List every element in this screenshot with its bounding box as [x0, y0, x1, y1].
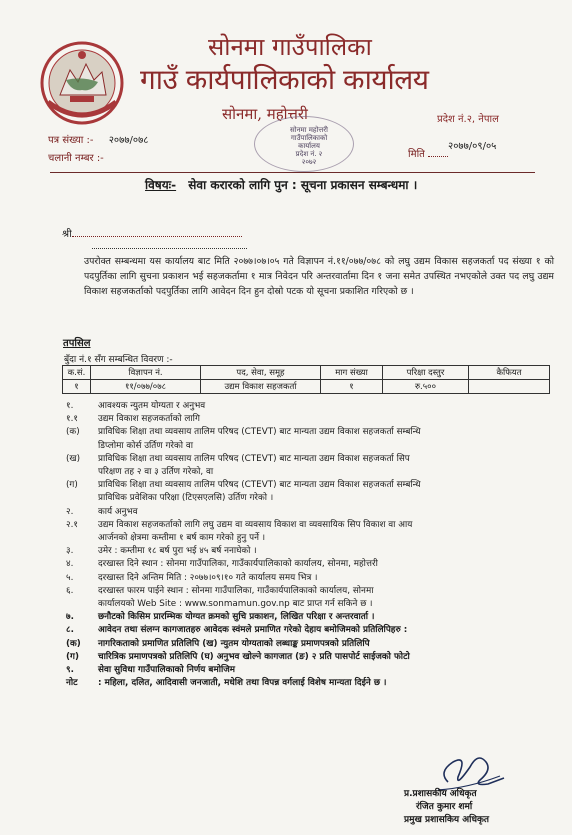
item-text: दरखास्त दिने अन्तिम मिति : २०७७।०९।१० गते कार्यालय समय भित्र । — [98, 572, 318, 583]
signatory-name: रंजित कुमार शर्मा — [416, 802, 473, 812]
vacancy-table-header — [63, 366, 550, 380]
item-number: ४. — [66, 559, 74, 570]
subject-text: सेवा करारको लागि पुन : सूचना प्रकासन सम्बन्धमा । — [188, 178, 418, 192]
col-header: माग संख्या — [321, 366, 383, 380]
table-cell — [469, 380, 550, 394]
patra-label: पत्र संख्या :- — [48, 135, 94, 146]
item-number: नोट — [66, 678, 78, 689]
list-item — [60, 440, 552, 453]
item-text: दरखास्त फारम पाईने स्थान : सोनमा गाउँपालिका, गाउँकार्यपालिकाको कार्यालय, सोनमा — [98, 585, 374, 596]
item-number — [60, 466, 98, 479]
list-item — [60, 479, 552, 492]
list-item — [60, 585, 552, 598]
item-number: (क) — [66, 427, 80, 438]
chalani-number — [48, 150, 104, 164]
date-value-wrap — [448, 138, 496, 152]
tapsil-heading: तपसिल — [63, 338, 91, 349]
list-item — [60, 598, 552, 611]
item-number: २.१ — [66, 519, 78, 530]
list-item — [60, 572, 552, 585]
addressee-line-2 — [92, 248, 247, 249]
list-item — [60, 664, 552, 677]
chalani-label: चलानी नम्बर :- — [48, 153, 104, 164]
item-text: प्राविधिक शिक्षा तथा व्यवसाय तालिम परिषद (CTEVT) बाट मान्यता उद्यम विकाश सहजकर्ता सम्बन्धि — [98, 427, 421, 438]
table-cell: १ — [321, 380, 383, 394]
item-number: १. — [66, 401, 74, 411]
item-text: दरखास्त दिने स्थान : सोनमा गाउँपालिका, गाउँकार्यपालिकाको कार्यालय, सोनमा, महोत्तरी — [98, 559, 378, 570]
list-item — [60, 453, 552, 466]
list-item — [60, 492, 552, 505]
patra-sankhya — [48, 132, 149, 146]
signatory-designation: प्रमुख प्रशासकिय अधिकृत — [404, 815, 490, 825]
item-number: (ग) — [66, 480, 78, 491]
col-header: कैफियत — [469, 366, 550, 380]
addressee — [62, 226, 242, 240]
header-divider — [50, 172, 535, 173]
col-header: पद, सेवा, समूह — [201, 366, 321, 380]
item-number: १.१ — [66, 414, 78, 425]
list-item — [60, 426, 552, 439]
item-text: सेवा सुविधा गाउँपालिकाको निर्णय बमोजिम — [98, 665, 236, 676]
list-item — [60, 611, 552, 624]
requirements-list — [60, 400, 552, 690]
list-item — [60, 638, 552, 651]
item-number — [60, 492, 98, 505]
item-number — [60, 532, 98, 545]
list-item — [60, 558, 552, 571]
addressee-label: श्री — [62, 229, 72, 240]
vacancy-table — [62, 365, 550, 394]
item-text: कार्यालयको Web Site : www.sonmamun.gov.np बाट प्राप्त गर्न सकिने छ । — [98, 599, 373, 610]
item-number: ५. — [66, 572, 74, 583]
list-item — [60, 624, 552, 637]
letterhead-location: सोनमा, महोत्तरी — [222, 105, 308, 123]
item-number: २. — [66, 506, 74, 517]
table-row — [63, 380, 550, 394]
item-text: आवेदन तथा संलग्न कागजातहरु आवेदक स्वंमले प्रमाणित गरेको देहाय बमोजिमको प्रतिलिपिहरु : — [98, 625, 408, 636]
table-caption: बुँदा नं.१ सँग सम्बन्धित विवरण :- — [64, 355, 173, 365]
item-number: (ख) — [66, 453, 81, 464]
item-text: परिक्षण तह २ वा ३ उर्तिण गरेको, वा — [98, 467, 214, 478]
item-text: आवश्यक न्युतम योग्यता र अनुभव — [98, 401, 206, 411]
letterhead-office-name: गाउँ कार्यपालिकाको कार्यालय — [140, 63, 429, 96]
list-item — [60, 677, 552, 690]
table-cell: १ — [63, 380, 91, 394]
item-text: : महिला, दलित, आदिवासी जनजाती, मधेशि तथा विपन्न वर्गलाई विशेष मान्यता दिईने छ । — [98, 678, 387, 689]
subject-line — [145, 176, 417, 193]
list-item — [60, 466, 552, 479]
date-value: २०७७/०९/०५ — [448, 141, 497, 152]
item-text: प्राविधिक शिक्षा तथा व्यवसाय तालिम परिषद (CTEVT) बाट मान्यता उद्यम विकाश सहजकर्ता सम्बन्धि — [98, 480, 421, 491]
item-number: ९. — [66, 665, 74, 676]
item-text: आर्जनको क्षेत्रमा कम्तीमा १ बर्ष काम गरेको हुनु पर्ने । — [98, 533, 266, 544]
body-paragraph: उपरोक्त सम्बन्धमा यस कार्यालय बाट मिति २०७७।०७।०५ गते विज्ञापन नं.११/०७७/०७८ को लघु उद्यम विकास सहजकर्ता पद संख्या १ को पदपुर्तिका लागि सुचना प्रकाशन भई सहजकर्तामा १ मात्र निवेदन परि अन्तरवार्तामा दिन १ जना समेत उपस्थित नभएकोले उक्त पद लघु उद्यम विकाश सहजकर्ताको पदपुर्तिका लागि आवेदन दिन हुन दोस्रो पटक यो सूचना प्रकाशित गरिएको छ । — [84, 256, 554, 297]
list-item — [60, 532, 552, 545]
table-cell: रु.५०० — [383, 380, 469, 394]
item-number: ७. — [66, 612, 74, 623]
col-header: विज्ञापन नं. — [91, 366, 201, 380]
table-cell: उद्यम विकाश सहजकर्ता — [201, 380, 321, 394]
list-item — [60, 545, 552, 558]
list-item — [60, 413, 552, 426]
item-text: नागरिकताको प्रमाणित प्रतिलिपि (ख) न्युतम योग्यताको लब्धाङ्क प्रमाणपत्रको प्रतिलिपि — [98, 638, 370, 649]
list-item — [60, 506, 552, 519]
item-text: उद्यम विकाश सहजकर्ताको लागि लघु उद्यम वा व्यवसाय विकाश वा व्यवसायिक सिप विकाश वा आय — [98, 519, 413, 530]
office-stamp-text: सोनमा महोत्तरी गाउँपालिकाको कार्यालय प्रदेश नं. २ २०७२ — [290, 126, 328, 166]
col-header: परिक्षा दस्तुर — [383, 366, 469, 380]
item-text: उद्यम विकाश सहजकर्ताको लागि — [98, 414, 200, 425]
list-item — [60, 400, 552, 413]
subject-label: विषयः- — [145, 178, 177, 192]
date-field — [408, 146, 448, 160]
item-number: ८. — [66, 625, 74, 636]
col-header: क.सं. — [63, 366, 91, 380]
item-number — [60, 440, 98, 453]
item-text: चारित्रिक प्रमाणपत्रको प्रतिलिपि (घ) अनुभव खोल्ने कागजात (ङ) २ प्रति पासपोर्ट साईजको फोटो — [98, 651, 410, 662]
item-number: ६. — [66, 585, 74, 596]
item-text: कार्य अनुभव — [98, 506, 138, 517]
item-number — [60, 598, 98, 611]
patra-value: २०७७/०७८ — [108, 135, 149, 146]
item-text: छनौटको किसिम प्रारम्भिक योग्यत क्रमको सुचि प्रकाशन, लिखित परिक्षा र अन्तरवार्ता । — [98, 612, 375, 623]
letterhead-province: प्रदेश नं.२, नेपाल — [437, 114, 499, 125]
item-number: (ग) — [66, 651, 79, 662]
list-item — [60, 651, 552, 664]
item-text: प्राविधिक शिक्षा तथा व्यवसाय तालिम परिषद (CTEVT) बाट मान्यता उद्यम विकाश सहजकर्ता सिप — [98, 453, 410, 464]
letterhead-municipality-name: सोनमा गाउँपालिका — [208, 33, 372, 61]
item-number: (क) — [66, 638, 81, 649]
nepal-emblem-logo — [40, 40, 124, 126]
date-label: मिति — [408, 149, 425, 160]
item-text: उमेर : कम्तीमा १८ बर्ष पुरा भई ४५ बर्ष ननाघेको । — [98, 546, 257, 557]
item-text: प्राविधिक प्रवेशिका परिक्षा (टिएसएलसि) उर्तिण गरेको । — [98, 493, 274, 504]
item-text: डिप्लोमा कोर्स उर्तिण गरेको वा — [98, 440, 194, 451]
item-number: ३. — [66, 546, 74, 557]
signatory-title: प्र.प्रशासकीय अधिकृत — [404, 789, 477, 799]
table-cell: ११/०७७/०७८ — [91, 380, 201, 394]
list-item — [60, 519, 552, 532]
